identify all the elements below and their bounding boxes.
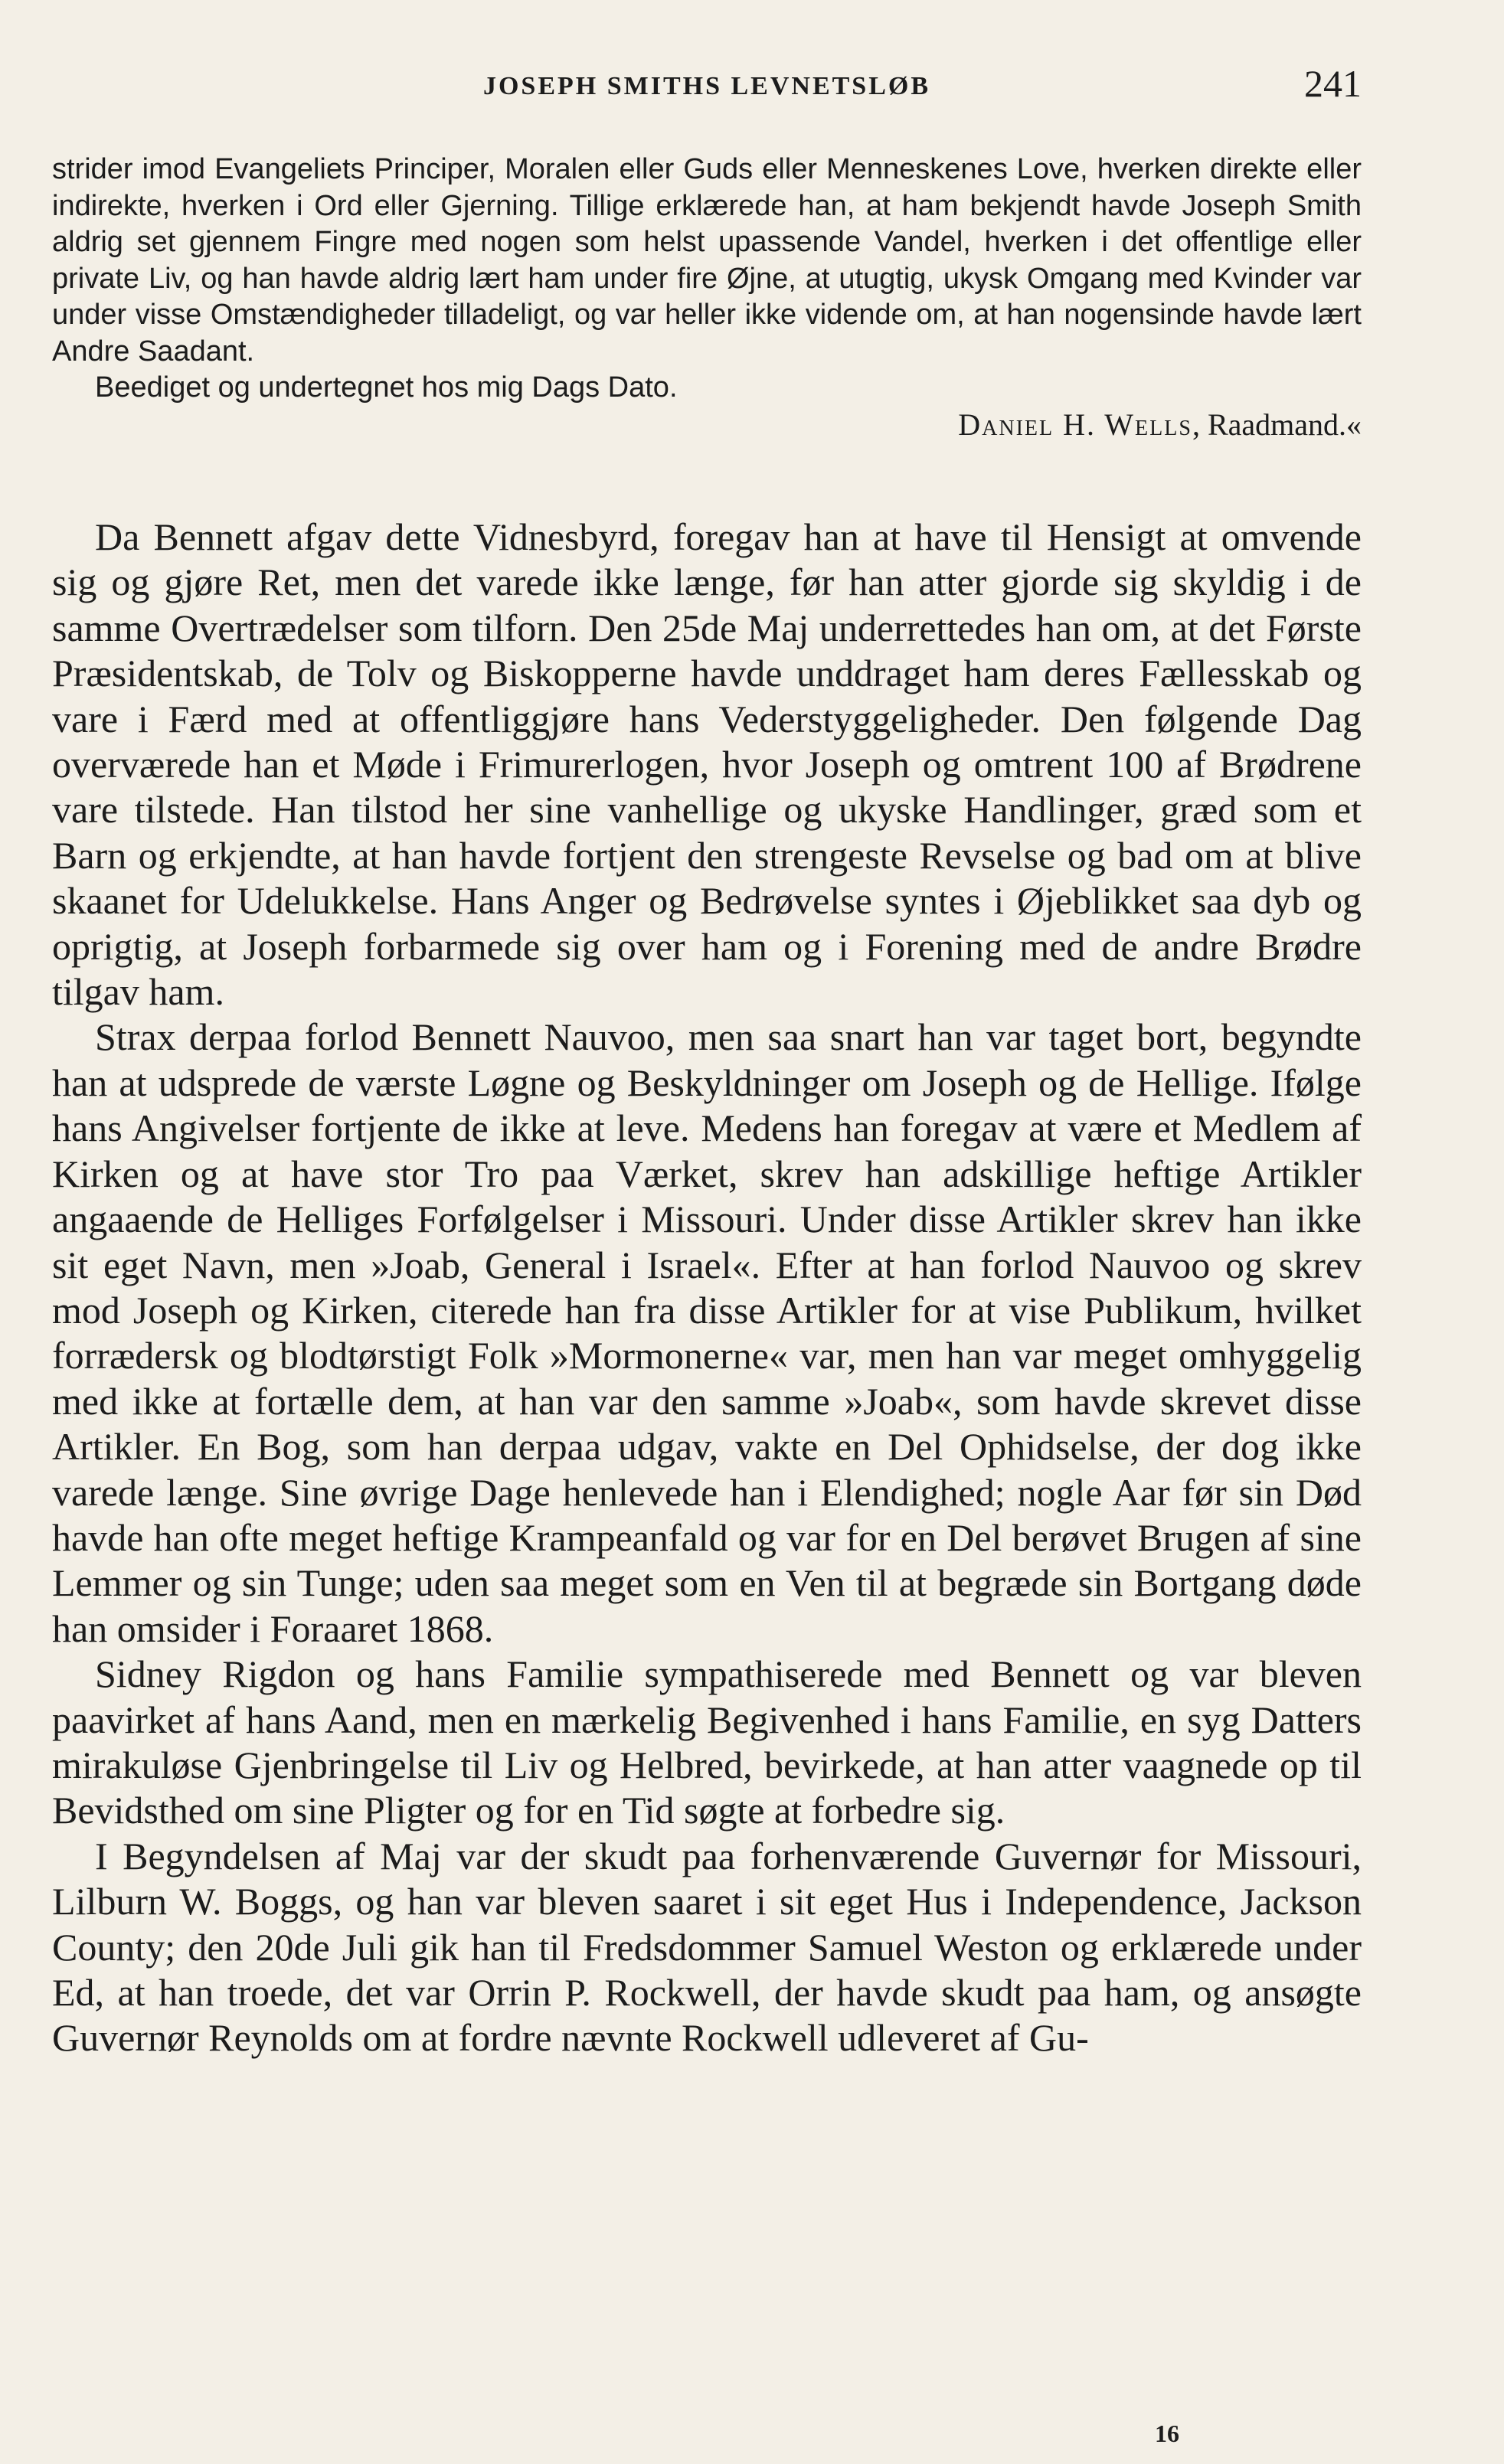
body-paragraph: Da Bennett afgav dette Vidnesbyrd, foregav han at have til Hensigt at omvende sig og gjøre Ret, men det varede ikke længe, før han atter gjorde sig skyldig i de samme Overtrædelser som tilforn. Den 25de Maj underrettedes han om, at det Første Præsidentskab, de Tolv og Biskopperne havde unddraget ham deres Fællesskab og vare i Færd med at offentliggjøre hans Vederstyggeligheder. Den følgende Dag overværede han et Møde i Frimurerlogen, hvor Joseph og omtrent 100 af Brødrene vare tilstede. Han tilstod her sine vanhellige og ukyske Handlinger, græd som et Barn og erkjendte, at han havde fortjent den strengeste Revselse og bad om at blive skaanet for Udelukkelse. Hans Anger og Bedrøvelse syntes i Øjeblikket saa dyb og oprigtig, at Joseph forbarmede sig over ham og i Forening med de andre Brødre tilgav ham. bbox=[52, 515, 1362, 1014]
signature-name: Daniel H. Wells bbox=[958, 407, 1192, 442]
page-header bbox=[52, 61, 1362, 115]
main-text bbox=[52, 515, 1362, 2061]
book-page bbox=[52, 0, 1362, 2464]
statement-paragraph: Beediget og undertegnet hos mig Dags Dato. bbox=[95, 371, 678, 404]
quoted-statement bbox=[52, 152, 1362, 443]
printer-signature-mark: 16 bbox=[1155, 2420, 1179, 2447]
running-title: JOSEPH SMITHS LEVNETSLØB bbox=[482, 72, 931, 100]
signature-title: , Raadmand.« bbox=[1192, 407, 1362, 442]
statement-paragraph: strider imod Evangeliets Principer, Moralen eller Guds eller Menneskenes Love, hverken direkte eller indirekte, hverken i Ord eller Gjerning. Tillige erklærede han, at ham bekjendt havde Joseph Smith aldrig set gjennem Fingre med nogen som helst upassende Vandel, hverken i det offentlige eller private Liv, og han havde aldrig lært ham under fire Øjne, at utugtig, ukysk Omgang med Kvinder var under visse Omstændigheder tilladeligt, og var heller ikke vidende om, at han nogensinde havde lært Andre Saadant. bbox=[52, 153, 1362, 368]
body-paragraph: Sidney Rigdon og hans Familie sympathiserede med Bennett og var bleven paavirket af hans Aand, men en mærkelig Begivenhed i hans Familie, en syg Datters mirakuløse Gjenbringelse til Liv og Helbred, bevirkede, at han atter vaagnede op til Bevidsthed om sine Pligter og for en Tid søgte at forbedre sig. bbox=[52, 1652, 1362, 1832]
signature-line bbox=[52, 407, 1362, 443]
page-number: 241 bbox=[1304, 62, 1362, 105]
body-paragraph: Strax derpaa forlod Bennett Nauvoo, men saa snart han var taget bort, begyndte han at udsprede de værste Løgne og Beskyldninger om Joseph og de Hellige. Ifølge hans Angivelser fortjente de ikke at leve. Medens han foregav at være et Medlem af Kirken og at have stor Tro paa Værket, skrev han adskillige heftige Artikler angaaende de Helliges Forfølgelser i Missouri. Under disse Artikler skrev han ikke sit eget Navn, men »Joab, General i Israel«. Efter at han forlod Nauvoo og skrev mod Joseph og Kirken, citerede han fra disse Artikler for at vise Publikum, hvilket forrædersk og blodtørstigt Folk »Mormonerne« var, men han var meget omhyggelig med ikke at fortælle dem, at han var den samme »Joab«, som havde skrevet disse Artikler. En Bog, som han derpaa udgav, vakte en Del Ophidselse, der dog ikke varede længe. Sine øvrige Dage henlevede han i Elendighed; nogle Aar før sin Død havde han ofte meget heftige Krampeanfald og var for en Del berøvet Brugen af sine Lemmer og sin Tunge; uden saa meget som en Ven til at begræde sin Bortgang døde han omsider i Foraaret 1868. bbox=[52, 1015, 1362, 1650]
body-paragraph: I Begyndelsen af Maj var der skudt paa forhenværende Guvernør for Missouri, Lilburn W. Boggs, og han var bleven saaret i sit eget Hus i Independence, Jackson County; den 20de Juli gik han til Fredsdommer Samuel Weston og erklærede under Ed, at han troede, det var Orrin P. Rockwell, der havde skudt paa ham, og ansøgte Guvernør Reynolds om at fordre nævnte Rockwell udleveret af Gu- bbox=[52, 1834, 1362, 2060]
